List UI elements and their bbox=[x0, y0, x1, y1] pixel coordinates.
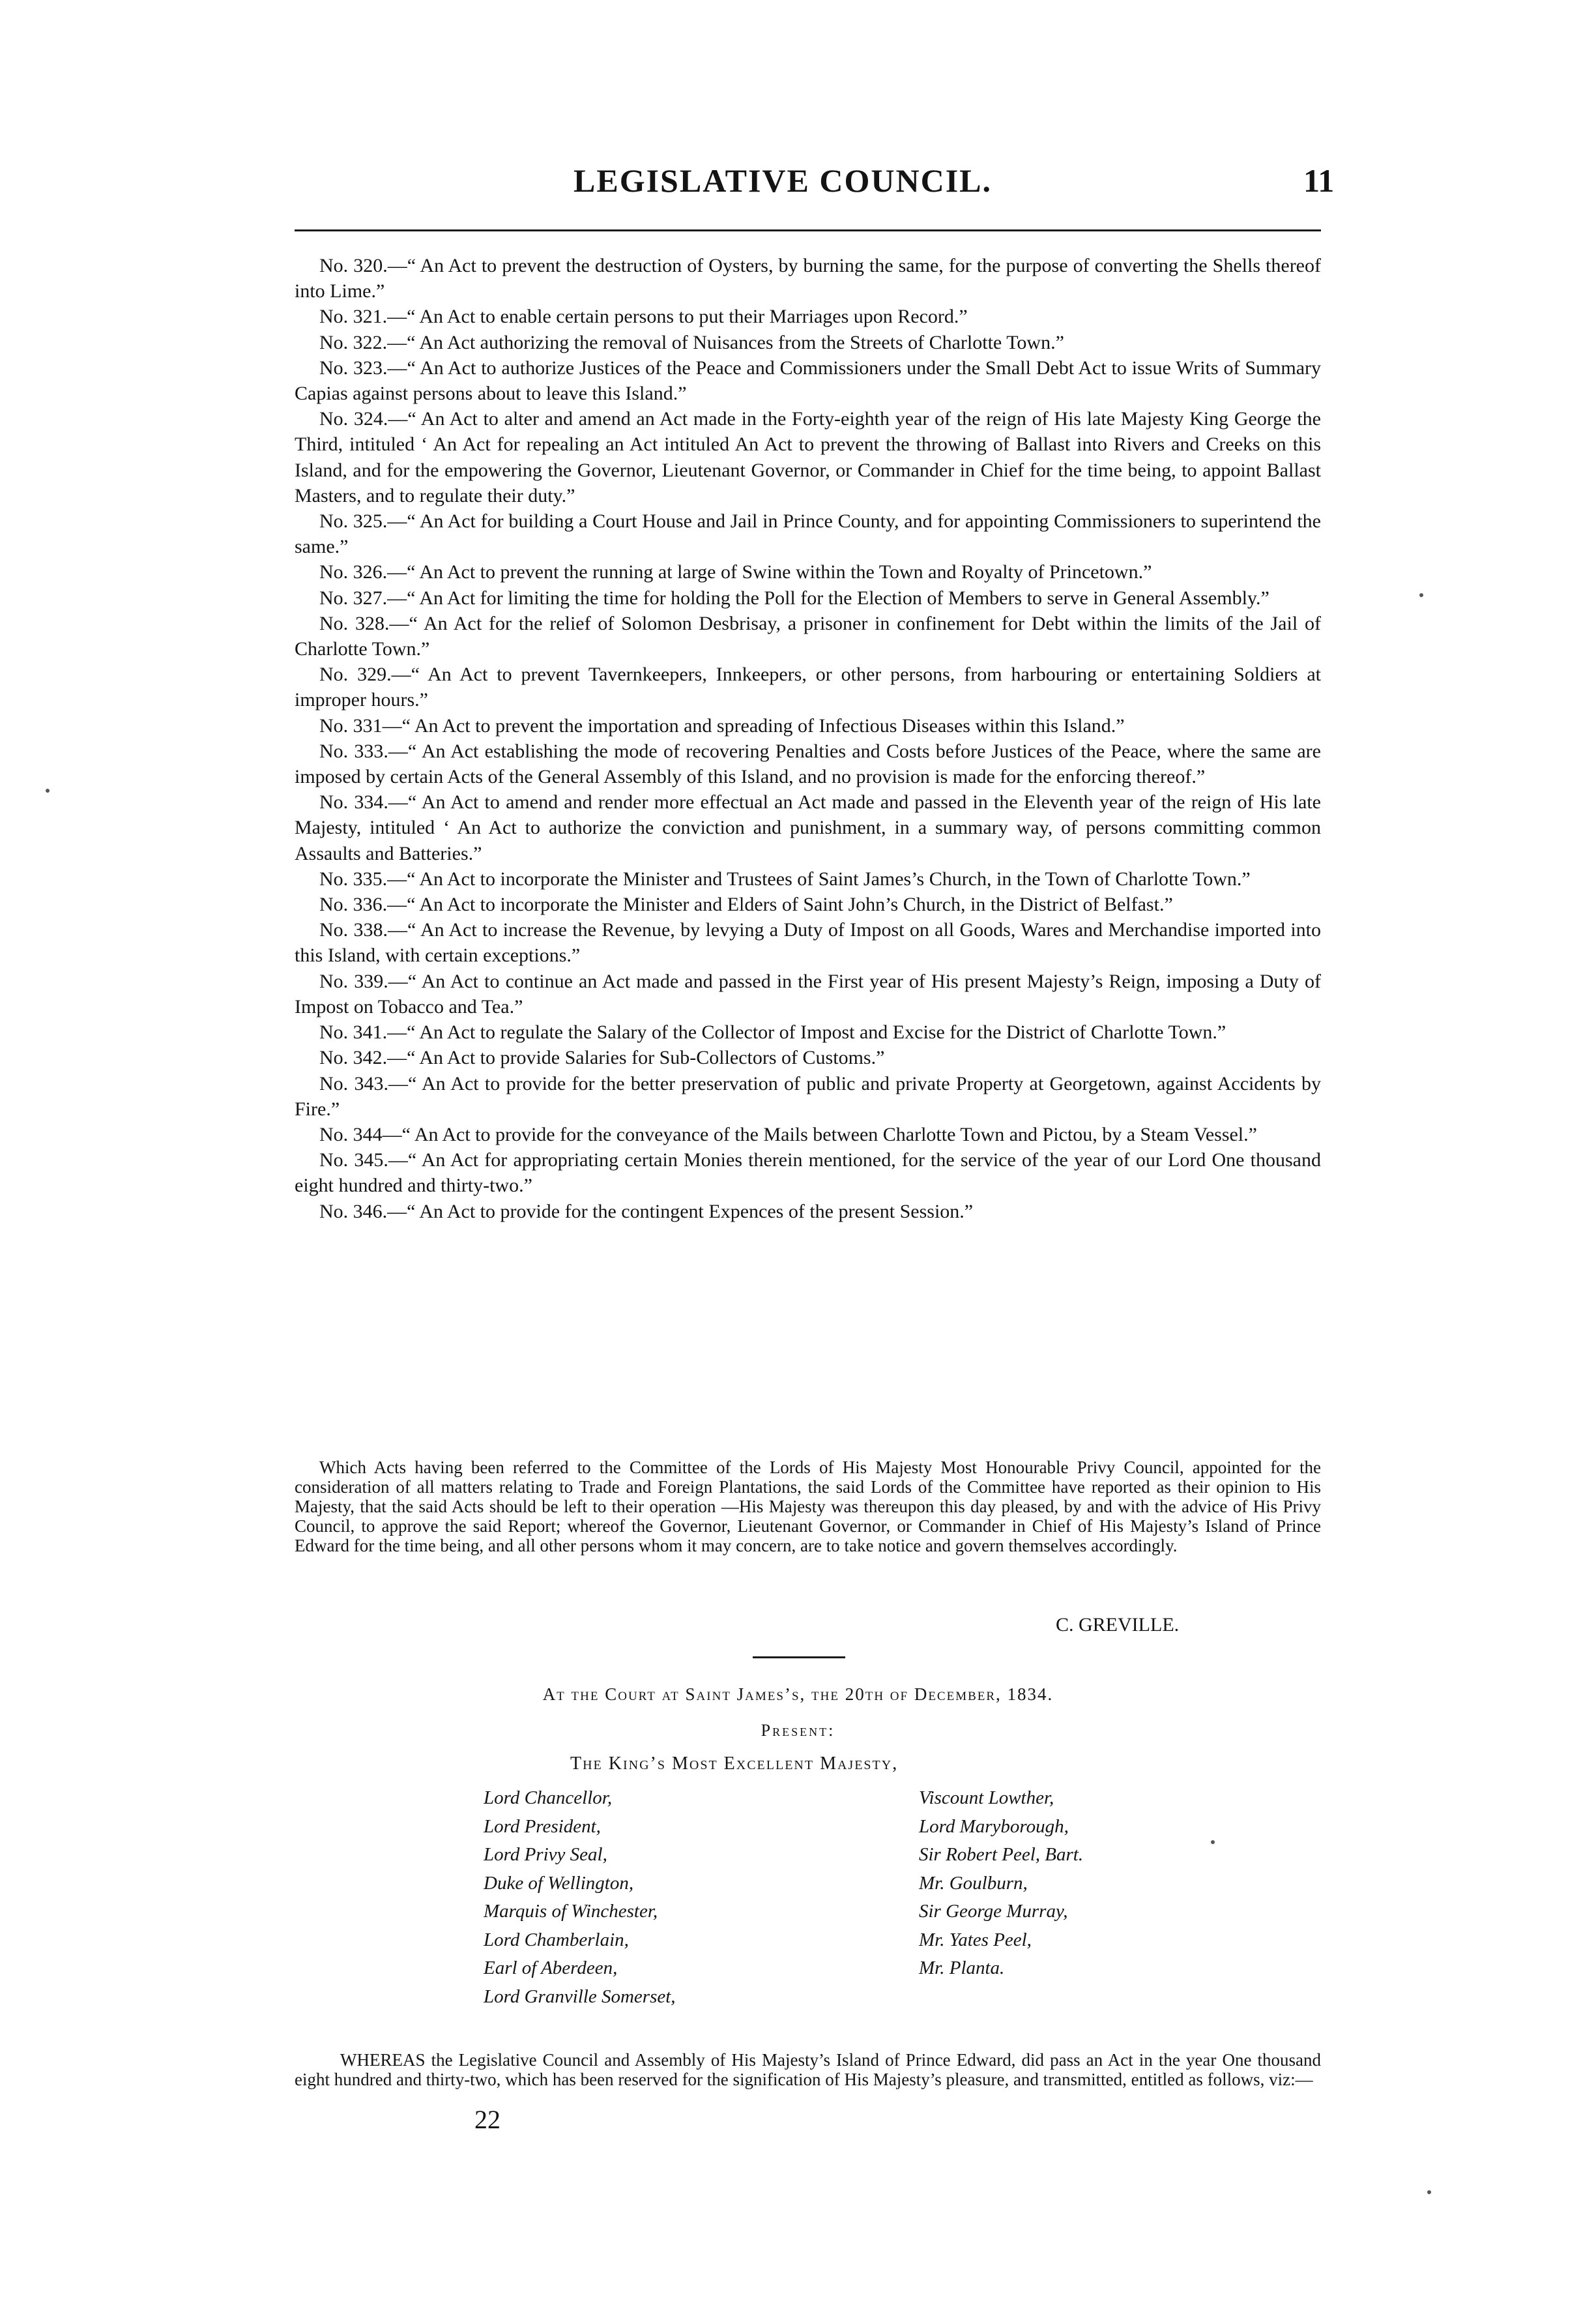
act-entry: No. 329.—“ An Act to prevent Tavernkeepers, Innkeepers, or other persons, from harbouring or entertaining Soldiers at improper hours.” bbox=[295, 664, 1321, 711]
act-entry: No. 339.—“ An Act to continue an Act made and passed in the First year of His present Majesty’s Reign, imposing a Duty of Impost on Tobacco and Tea.” bbox=[295, 970, 1321, 1018]
section-divider bbox=[753, 1656, 845, 1658]
act-entry: No. 331—“ An Act to prevent the importation and spreading of Infectious Diseases within this Island.” bbox=[319, 714, 1125, 737]
act-entry: No. 335.—“ An Act to incorporate the Minister and Trustees of Saint James’s Church, in the Town of Charlotte Town.” bbox=[319, 868, 1251, 890]
act-entry: No. 321.—“ An Act to enable certain persons to put their Marriages upon Record.” bbox=[319, 306, 968, 328]
act-entry: No. 333.—“ An Act establishing the mode of recovering Penalties and Costs before Justices of the Peace, where the same are imposed by certain Acts of the General Assembly of this Island, and no provision is made for the enforcing thereof.” bbox=[295, 740, 1321, 788]
act-entry: No. 338.—“ An Act to increase the Revenue, by levying a Duty of Impost on all Goods, Wares and Merchandise imported into this Island, with certain exceptions.” bbox=[295, 919, 1321, 967]
whereas-paragraph: WHEREAS the Legislative Council and Assembly of His Majesty’s Island of Prince Edward, did pass an Act in the year One thousand eight hundred and thirty-two, which has been reserved for the signification of His Majesty’s pleasure, and transmitted, entitled as follows, viz:— bbox=[295, 2050, 1321, 2089]
council-members-right bbox=[919, 1784, 1083, 1983]
council-member: Mr. Goulburn, bbox=[919, 1872, 1028, 1894]
act-entry: No. 344—“ An Act to provide for the conveyance of the Mails between Charlotte Town and Pictou, by a Steam Vessel.” bbox=[319, 1123, 1257, 1145]
council-member: Lord Privy Seal, bbox=[484, 1844, 607, 1865]
council-member: Mr. Planta. bbox=[919, 1958, 1005, 1978]
scan-speck bbox=[1419, 593, 1423, 597]
acts-list bbox=[295, 253, 1321, 1224]
council-member: Lord Chancellor, bbox=[484, 1787, 613, 1808]
council-member: Lord Chamberlain, bbox=[484, 1929, 629, 1950]
council-member: Sir George Murray, bbox=[919, 1901, 1068, 1922]
majesty-line: The King’s Most Excellent Majesty, bbox=[570, 1753, 899, 1774]
council-member: Sir Robert Peel, Bart. bbox=[919, 1844, 1084, 1865]
council-member: Lord President, bbox=[484, 1815, 601, 1837]
council-members-left bbox=[484, 1784, 676, 2011]
page-header-title: LEGISLATIVE COUNCIL. bbox=[573, 162, 993, 199]
act-entry: No. 320.—“ An Act to prevent the destruction of Oysters, by burning the same, for the purpose of converting the Shells thereof into Lime.” bbox=[295, 255, 1321, 302]
council-member: Mr. Yates Peel, bbox=[919, 1929, 1032, 1950]
act-entry: No. 345.—“ An Act for appropriating certain Monies therein mentioned, for the service of the year of our Lord One thousand eight hundred and thirty-two.” bbox=[295, 1149, 1321, 1197]
act-entry: No. 343.—“ An Act to provide for the better preservation of public and private Property at Georgetown, against Accidents by Fire.” bbox=[295, 1072, 1321, 1120]
council-member: Lord Granville Somerset, bbox=[484, 1986, 676, 2007]
act-entry: No. 328.—“ An Act for the relief of Solomon Desbrisay, a prisoner in confinement for Debt within the limits of the Jail of Charlotte Town.” bbox=[295, 612, 1321, 660]
act-entry: No. 336.—“ An Act to incorporate the Minister and Elders of Saint John’s Church, in the District of Belfast.” bbox=[319, 894, 1173, 916]
council-member: Viscount Lowther, bbox=[919, 1787, 1054, 1808]
act-entry: No. 322.—“ An Act authorizing the removal of Nuisances from the Streets of Charlotte Town.” bbox=[319, 331, 1064, 353]
council-member: Lord Maryborough, bbox=[919, 1815, 1069, 1837]
signature-greville: C. GREVILLE. bbox=[1056, 1614, 1180, 1636]
act-entry: No. 324.—“ An Act to alter and amend an Act made in the Forty-eighth year of the reign of His late Majesty King George the Third, intituled ‘ An Act for repealing an Act intituled An Act to prevent the throwing of Ballast into Rivers and Creeks on this Island, and for the empowering the Governor, Lieutenant Governor, or Commander in Chief for the time being, to appoint Ballast Masters, and to regulate their duty.” bbox=[295, 408, 1321, 506]
act-entry: No. 346.—“ An Act to provide for the contingent Expences of the present Session.” bbox=[319, 1200, 974, 1222]
council-member: Marquis of Winchester, bbox=[484, 1901, 658, 1922]
act-entry: No. 334.—“ An Act to amend and render more effectual an Act made and passed in the Eleventh year of the reign of His late Majesty, intituled ‘ An Act to authorize the conviction and punishment, in a summary way, of persons committing common Assaults and Batteries.” bbox=[295, 791, 1321, 864]
scan-speck bbox=[1211, 1840, 1215, 1844]
act-entry: No. 325.—“ An Act for building a Court House and Jail in Prince County, and for appointing Commissioners to superintend the same.” bbox=[295, 510, 1321, 558]
closing-paragraph-block bbox=[295, 1458, 1321, 1555]
closing-paragraph: Which Acts having been referred to the Committee of the Lords of His Majesty Most Honourable Privy Council, appointed for the consideration of all matters relating to Trade and Foreign Plantations, the said Lords of the Committee have reported as their opinion to His Majesty, that the said Acts should be left to their operation —His Majesty was thereupon this day pleased, by and with the advice of His Privy Council, to approve the said Report; whereof the Governor, Lieutenant Governor, or Commander in Chief of His Majesty’s Island of Prince Edward for the time being, and all other persons whom it may concern, are to take notice and govern themselves accordingly. bbox=[295, 1458, 1321, 1555]
council-member: Earl of Aberdeen, bbox=[484, 1958, 618, 1978]
page-number: 11 bbox=[1303, 162, 1335, 199]
act-entry: No. 323.—“ An Act to authorize Justices of the Peace and Commissioners under the Small Debt Act to issue Writs of Summary Capias against persons about to leave this Island.” bbox=[295, 357, 1321, 405]
signature-mark: 22 bbox=[474, 2105, 501, 2134]
council-member: Duke of Wellington, bbox=[484, 1872, 634, 1894]
present-label: Present: bbox=[761, 1721, 835, 1740]
scan-speck bbox=[1427, 2190, 1431, 2194]
act-entry: No. 341.—“ An Act to regulate the Salary of the Collector of Impost and Excise for the District of Charlotte Town.” bbox=[319, 1021, 1226, 1044]
act-entry: No. 326.—“ An Act to prevent the running at large of Swine within the Town and Royalty of Princetown.” bbox=[319, 561, 1152, 583]
scan-speck bbox=[46, 789, 50, 793]
act-entry: No. 327.—“ An Act for limiting the time for holding the Poll for the Election of Members to serve in General Assembly.” bbox=[319, 587, 1270, 609]
act-entry: No. 342.—“ An Act to provide Salaries for Sub-Collectors of Customs.” bbox=[319, 1047, 885, 1069]
header-rule bbox=[295, 229, 1321, 231]
whereas-paragraph-block bbox=[295, 2050, 1321, 2089]
court-heading: At the Court at Saint James’s, the 20th of December, 1834. bbox=[542, 1684, 1054, 1704]
